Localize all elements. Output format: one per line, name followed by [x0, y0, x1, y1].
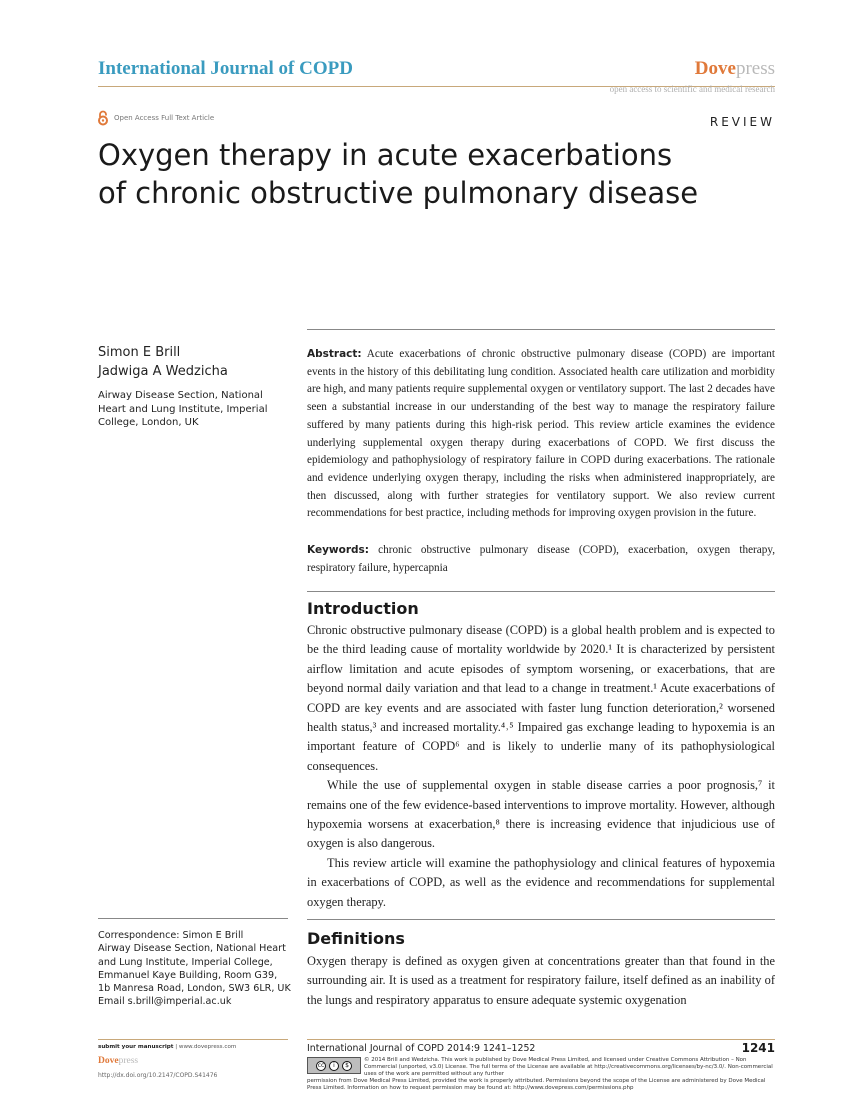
- submit-manuscript-label: submit your manuscript: [98, 1044, 174, 1050]
- publisher-tagline: open access to scientific and medical research: [609, 84, 775, 94]
- citation: International Journal of COPD 2014:9 1241–1252: [307, 1043, 536, 1054]
- correspondence-line: and Lung Institute, Imperial College,: [98, 956, 273, 968]
- footer-logo-press: press: [118, 1056, 139, 1066]
- correspondence-line: 1b Manresa Road, London, SW3 6LR, UK: [98, 983, 291, 995]
- definitions-divider: [307, 919, 775, 920]
- author-name[interactable]: Jadwiga A Wedzicha: [98, 364, 228, 379]
- footer-logo-dove: Dove: [98, 1056, 119, 1066]
- introduction-divider: [307, 591, 775, 592]
- definitions-heading: Definitions: [307, 929, 405, 948]
- author-affiliation: [98, 389, 288, 430]
- paragraph: Chronic obstructive pulmonary disease (COPD) is a global health problem and is expected to be the third leading cause of mortality worldwide by 2020.¹ It is characterized by persistent airflow limitation and acute episodes of symptom worsening, or exacerbations, that are beyond normal daily variation and that lead to a change in treatment.¹ Acute exacerbations of COPD are key events and are associated with faster lung function deterioration,² worsened health status,³ and increased mortality.⁴˒⁵ Impaired gas exchange leading to hypoxemia is an important feature of COPD⁶ and is likely to underlie many of its pathophysiological consequences.: [307, 623, 775, 773]
- affiliation-line: Airway Disease Section, National: [98, 390, 263, 401]
- correspondence-line: Correspondence: Simon E Brill: [98, 930, 244, 941]
- author-list: [98, 343, 228, 381]
- doi-link[interactable]: http://dx.doi.org/10.2147/COPD.S41476: [98, 1072, 218, 1079]
- publisher-logo-dove: Dove: [694, 58, 736, 79]
- journal-title: International Journal of COPD: [98, 58, 353, 79]
- author-name[interactable]: Simon E Brill: [98, 345, 181, 360]
- publisher-logo-press: press: [735, 58, 775, 79]
- paragraph: Oxygen therapy is defined as oxygen given at concentrations greater than that found in the surrounding air. It is used as a treatment for respiratory failure, itself defined as an inability of the lungs and respiratory apparatus to ensure adequate systemic oxygenation: [307, 954, 775, 1007]
- footer-divider: [98, 1039, 288, 1040]
- correspondence-line: Emmanuel Kaye Building, Room G39,: [98, 969, 278, 981]
- correspondence: [98, 929, 298, 1009]
- correspondence-line: Airway Disease Section, National Heart: [98, 943, 286, 955]
- correspondence-divider: [98, 918, 288, 919]
- article-title-line-2: of chronic obstructive pulmonary disease: [98, 176, 699, 210]
- article-type: REVIEW: [709, 115, 775, 129]
- article-title: [98, 136, 738, 212]
- attribution-icon: i: [329, 1061, 339, 1071]
- open-access-label: Open Access Full Text Article: [114, 114, 215, 122]
- footer-publisher-logo[interactable]: [98, 1056, 138, 1066]
- open-access-icon: [97, 110, 109, 126]
- license-text: © 2014 Brill and Wedzicha. This work is published by Dove Medical Press Limited, and licensed under Creative Commons Attribution – Non Commercial (unported, v3.0) License. The full terms of the License are available at http://creativecommons.org/licenses/by-nc/3.0/. Non-commercial uses of the work are permitted without any further: [364, 1057, 773, 1078]
- keywords: [307, 542, 775, 577]
- noncommercial-icon: $: [342, 1061, 352, 1071]
- creative-commons-badge[interactable]: [307, 1057, 361, 1074]
- keywords-text: chronic obstructive pulmonary disease (COPD), exacerbation, oxygen therapy, respiratory failure, hypercapnia: [307, 544, 775, 574]
- article-title-line-1: Oxygen therapy in acute exacerbations: [98, 138, 673, 172]
- abstract-divider: [307, 329, 775, 330]
- paragraph: This review article will examine the pathophysiology and clinical features of hypoxemia in exacerbations of COPD, as well as the evidence and recommendations for supplemental oxygen therapy.: [307, 855, 775, 909]
- keywords-label: Keywords:: [307, 544, 369, 556]
- abstract-label: Abstract:: [307, 348, 362, 360]
- definitions-body: [307, 952, 775, 1010]
- cc-icon: cc: [317, 1061, 325, 1069]
- page-number: 1241: [741, 1041, 775, 1055]
- abstract: [307, 346, 775, 523]
- paragraph: While the use of supplemental oxygen in stable disease carries a poor prognosis,⁷ it remains one of the few evidence-based interventions to improve mortality. However, although hypoxemia worsens at exacerbation,⁸ there is increasing evidence that injudicious use of oxygen is also dangerous.: [307, 778, 775, 851]
- abstract-text: Acute exacerbations of chronic obstructive pulmonary disease (COPD) are important events in the history of this debilitating lung condition. Associated health care utilization and morbidity are high, and many patients require supplemental oxygen or ventilatory support. The last 2 decades have seen a substantial increase in our understanding of the best way to manage the respiratory failure suffered by many patients during this high-risk period. This review article examines the evidence underlying supplemental oxygen therapy during exacerbations of COPD. We first discuss the epidemiology and pathophysiology of respiratory failure in COPD during exacerbations. The rationale and evidence underlying oxygen therapy, including the risks when administered inappropriately, are then discussed, along with further strategies for ventilatory support. We also review current recommendations for best practice, including methods for improving oxygen provision in the future.: [307, 348, 775, 520]
- license-text-continued: permission from Dove Medical Press Limited, provided the work is properly attributed. Permissions beyond the scope of the License are administered by Dove Medical Press Limited. Information on how to request permission may be found at: http://www.dovepress.com/permissions.php: [307, 1078, 766, 1092]
- footer-divider: [307, 1039, 775, 1040]
- submit-manuscript-link[interactable]: [98, 1044, 236, 1050]
- introduction-heading: Introduction: [307, 599, 419, 618]
- correspondence-email[interactable]: Email s.brill@imperial.ac.uk: [98, 996, 232, 1008]
- affiliation-line: College, London, UK: [98, 417, 199, 428]
- submit-manuscript-url: | www.dovepress.com: [173, 1044, 237, 1050]
- publisher-logo[interactable]: [695, 58, 775, 80]
- affiliation-line: Heart and Lung Institute, Imperial: [98, 403, 268, 415]
- introduction-body: [307, 621, 775, 912]
